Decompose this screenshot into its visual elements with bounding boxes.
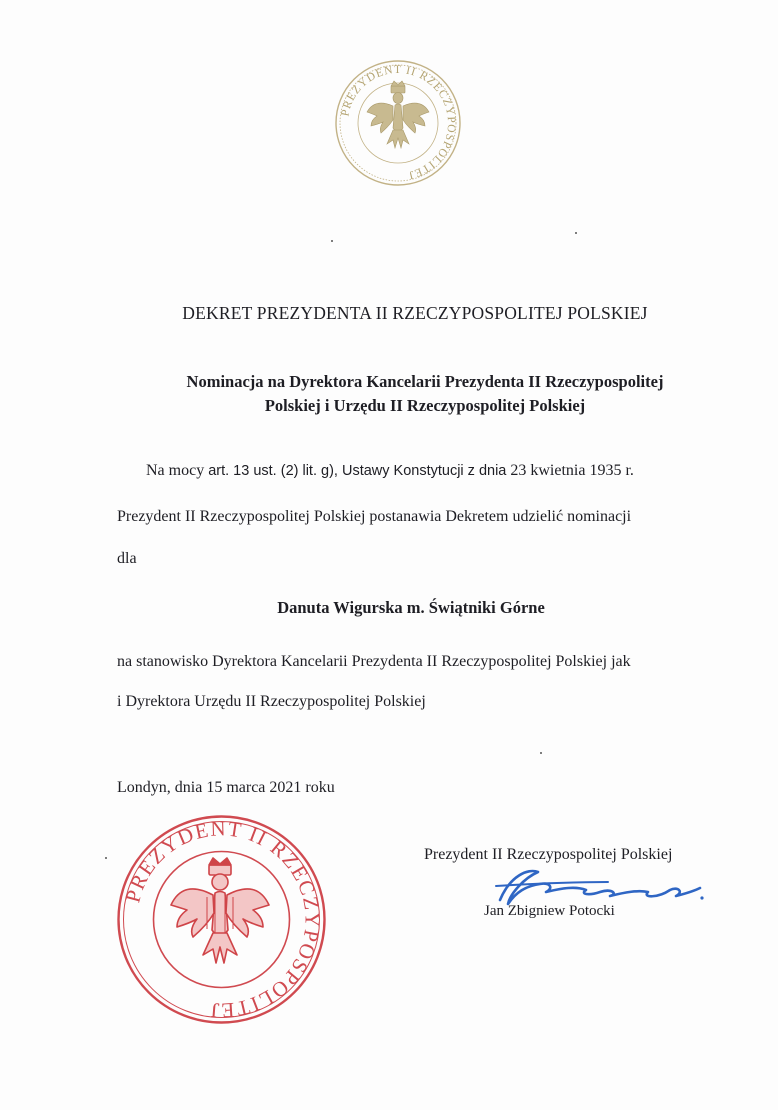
presidential-seal-bottom bbox=[115, 813, 328, 1026]
scan-speck bbox=[540, 752, 542, 754]
eagle-emblem-icon bbox=[171, 858, 269, 963]
nomination-subtitle bbox=[0, 370, 778, 418]
legal-basis-line bbox=[146, 462, 634, 480]
decree-title: DEKRET PREZYDENTA II RZECZYPOSPOLITEJ POLSKIEJ bbox=[182, 303, 648, 323]
legal-basis-prefix: Na mocy bbox=[146, 462, 209, 479]
position-line-1: na stanowisko Dyrektora Kancelarii Prezydenta II Rzeczypospolitej Polskiej jak bbox=[117, 653, 631, 670]
eagle-emblem-icon bbox=[367, 81, 429, 148]
seal-bottom-text: PREZYDENT II RZECZYPOSPOLITEJ bbox=[120, 816, 325, 1023]
signatory-title: Prezydent II Rzeczypospolitej Polskiej bbox=[424, 846, 673, 863]
legal-basis-date: 23 kwietnia 1935 r. bbox=[506, 462, 634, 479]
subtitle-line-2: Polskiej i Urzędu II Rzeczypospolitej Polskiej bbox=[264, 396, 586, 415]
legal-basis-article: art. 13 ust. (2) lit. g), Ustawy Konstytucji z dnia bbox=[208, 463, 507, 479]
nominee-name: Danuta Wigurska m. Świątniki Górne bbox=[277, 598, 545, 617]
presidential-seal-top bbox=[333, 58, 463, 188]
subtitle-line-1: Nominacja na Dyrektora Kancelarii Prezydenta II Rzeczypospolitej bbox=[186, 372, 664, 391]
position-line-2: i Dyrektora Urzędu II Rzeczypospolitej Polskiej bbox=[117, 693, 426, 710]
decree-statement-line: Prezydent II Rzeczypospolitej Polskiej postanawia Dekretem udzielić nominacji bbox=[117, 508, 632, 525]
decree-for-line: dla bbox=[117, 550, 137, 567]
scan-speck bbox=[331, 240, 333, 242]
scan-speck bbox=[105, 857, 107, 859]
seal-top-text: PREZYDENT II RZECZYPOSPOLITEJ bbox=[339, 63, 458, 181]
signatory-name: Jan Zbigniew Potocki bbox=[484, 903, 615, 919]
place-and-date: Londyn, dnia 15 marca 2021 roku bbox=[117, 779, 335, 796]
scan-speck bbox=[575, 232, 577, 234]
